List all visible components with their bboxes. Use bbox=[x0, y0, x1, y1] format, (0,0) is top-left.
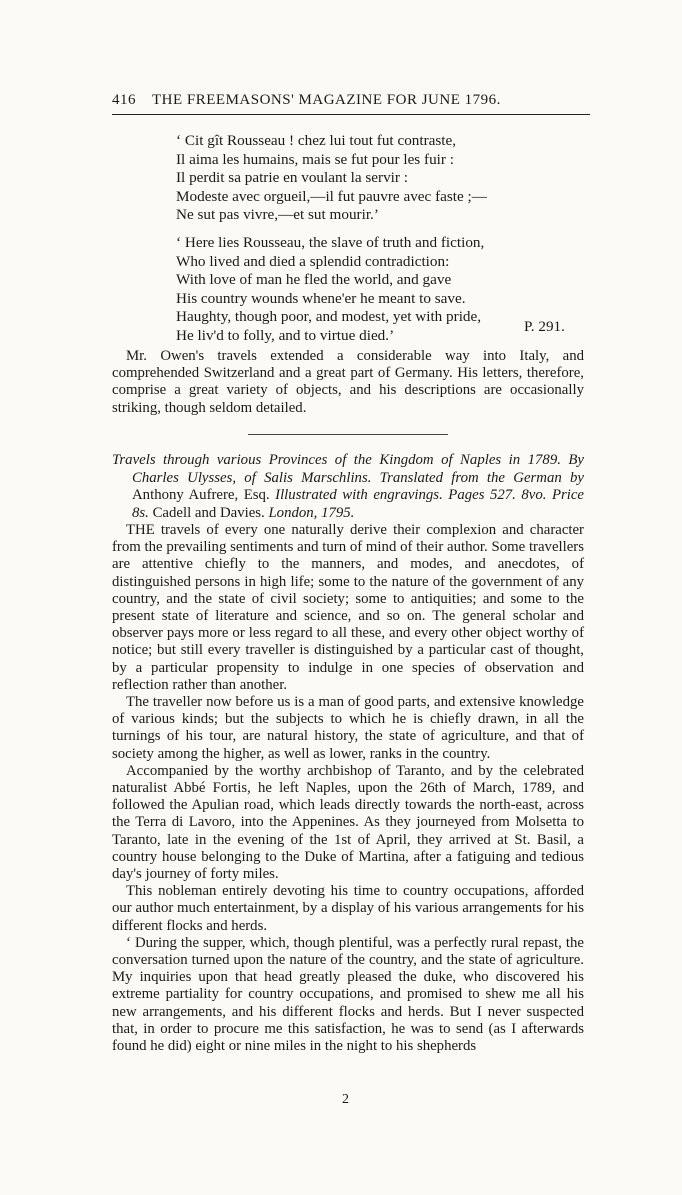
verse-line: Il aima les humains, mais se fut pour les fuir : bbox=[176, 150, 454, 168]
review-heading bbox=[112, 452, 584, 522]
paragraph-text: Mr. Owen's travels extended a considerable way into Italy, and comprehended Switzerland and a great part of Germany. His letters, therefore, comprise a great variety of objects, and his descriptions are occasionally striking, though seldom detailed. bbox=[112, 348, 584, 416]
imprint: London, 1795. bbox=[268, 504, 355, 521]
verse-line: He liv'd to folly, and to virtue died.’ bbox=[176, 326, 395, 344]
section-separator bbox=[248, 434, 448, 435]
verse-line: Il perdit sa patrie en voulant la servir : bbox=[176, 169, 408, 187]
publisher: Cadell and Davies. bbox=[152, 504, 265, 521]
signature-mark: 2 bbox=[342, 1092, 349, 1107]
verse-line: ‘ Here lies Rousseau, the slave of truth and fiction, bbox=[176, 234, 485, 251]
body-paragraph: ‘ During the supper, which, though plentiful, was a perfectly rural repast, the conversation turned upon the nature of the country, and the state of agriculture. My inquiries upon that head greatly pleased the duke, who discovered his extreme partiality for country occupations, and promised to shew me all his new arrangements, and his different flocks and herds. But I never suspected that, in order to procure me this satisfaction, he was to send (as I afterwards found he did) eight or nine miles in the night to his shepherds bbox=[112, 934, 584, 1055]
body-paragraph: This nobleman entirely devoting his time to country occupations, afforded our author much entertainment, by a display of his various arrangements for his different flocks and herds. bbox=[112, 883, 584, 934]
book-title: Travels through various Provinces of the Kingdom of Naples in 1789. By Charles Ulysses, of Salis Marschlins. Translated from the German by bbox=[112, 452, 584, 486]
verse-line: Modeste avec orgueil,—il fut pauvre avec faste ;— bbox=[176, 187, 487, 205]
running-header bbox=[112, 92, 582, 109]
body-paragraph: THE travels of every one naturally derive their complexion and character from the prevailing sentiments and turn of mind of their author. Some travellers are attentive chiefly to the manners, and modes, and anecdotes, of distinguished persons in high life; some to the nature of the government of any country, and the state of civil society; some to antiquities; and some to the present state of literature and science, and so on. The general scholar and observer pays more or less regard to all these, and every other object worthy of notice; but still every traveller is distinguished by a particular cast of thought, by a particular propensity to indulge in one species of observation and reflection rather than another. bbox=[112, 522, 584, 693]
body-paragraph: Accompanied by the worthy archbishop of Taranto, and by the celebrated naturalist Abbé Fortis, he left Naples, upon the 26th of March, 1789, and followed the Apulian road, which leads directly towards the north-east, across the Terra di Lavoro, into the Appenines. As they journeyed from Molsetta to Taranto, late in the evening of the 1st of April, they arrived at St. Basil, a country house belonging to the Duke of Martina, after a fatiguing and tedious day's journey of forty miles. bbox=[112, 762, 584, 883]
translator: Anthony Aufrere, Esq. bbox=[132, 487, 270, 504]
verse-line: Ne sut pas vivre,—et sut mourir.’ bbox=[176, 206, 379, 224]
running-title: THE FREEMASONS' MAGAZINE FOR JUNE 1796. bbox=[151, 92, 501, 108]
body-paragraph: The traveller now before us is a man of good parts, and extensive knowledge of various kinds; but the subjects to which he is chiefly drawn, in all the turnings of his tour, are natural history, the state of agriculture, and that of society among the higher, as well as lower, ranks in the country. bbox=[112, 694, 584, 762]
verse-line: His country wounds whene'er he meant to save. bbox=[176, 289, 466, 307]
verse-line: With love of man he fled the world, and gave bbox=[176, 271, 452, 289]
verse-line: Haughty, though poor, and modest, yet with pride, bbox=[176, 308, 482, 326]
header-rule bbox=[112, 114, 590, 115]
book-details: Illustrated with engravings. Pages 527. 8vo. Price 8s. bbox=[132, 487, 585, 521]
french-epitaph bbox=[176, 132, 596, 225]
page-number: 416 bbox=[112, 92, 136, 108]
owen-paragraph bbox=[112, 348, 584, 417]
verse-line: ‘ Cit gît Rousseau ! chez lui tout fut contraste, bbox=[176, 132, 457, 149]
review-body bbox=[112, 522, 584, 1055]
verse-line: Who lived and died a splendid contradiction: bbox=[176, 252, 450, 270]
page-reference: P. 291. bbox=[524, 318, 565, 335]
